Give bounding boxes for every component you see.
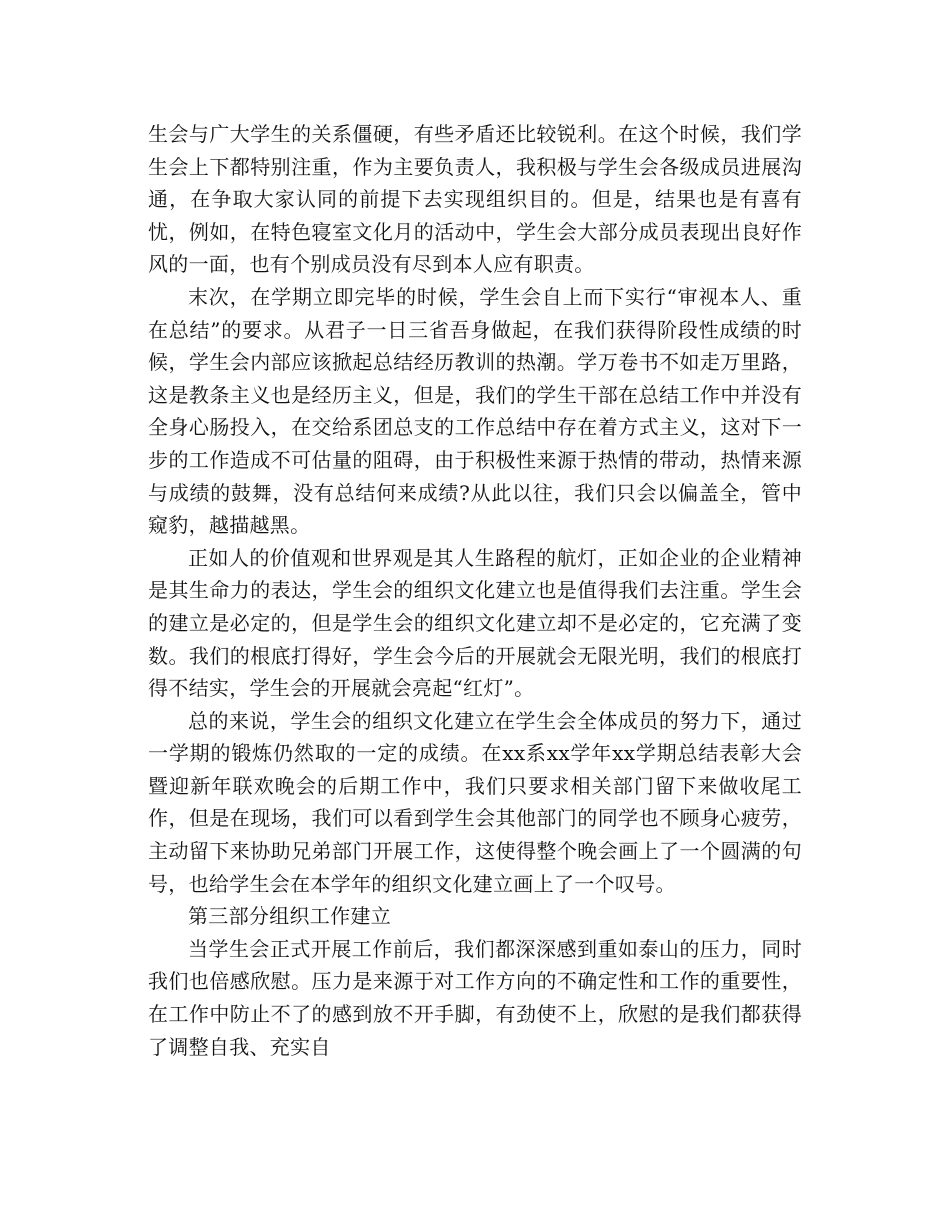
paragraph-4: 总的来说，学生会的组织文化建立在学生会全体成员的努力下，通过一学期的锻炼仍然取的一定的成绩。在xx系xx学年xx学期总结表彰大会暨迎新年联欢晚会的后期工作中，我们只要求相关部门留下来做收尾工作，但是在现场，我们可以看到学生会其他部门的同学也不顾身心疲劳，主动留下来协助兄弟部门开展工作，这使得整个晚会画上了一个圆满的句号，也给学生会在本学年的组织文化建立画上了一个叹号。 [148,708,802,896]
paragraph-1: 生会与广大学生的关系僵硬，有些矛盾还比较锐利。在这个时候，我们学生会上下都特别注重，作为主要负责人，我积极与学生会各级成员进展沟通，在争取大家认同的前提下去实现组织目的。但是，结果也是有喜有忧，例如，在特色寝室文化月的活动中，学生会大部分成员表现出良好作风的一面，也有个别成员没有尽到本人应有职责。 [148,122,802,277]
paragraph-2: 末次，在学期立即完毕的时候，学生会自上而下实行“审视本人、重在总结”的要求。从君子一日三省吾身做起，在我们获得阶段性成绩的时候，学生会内部应该掀起总结经历教训的热潮。学万卷书不如走万里路，这是教条主义也是经历主义，但是，我们的学生干部在总结工作中并没有全身心肠投入，在交给系团总支的工作总结中存在着方式主义，这对下一步的工作造成不可估量的阻碍，由于积极性来源于热情的带动，热情来源与成绩的鼓舞，没有总结何来成绩?从此以往，我们只会以偏盖全，管中窥豹，越描越黑。 [148,284,802,538]
section-heading: 第三部分组织工作建立 [188,904,391,929]
paragraph-3: 正如人的价值观和世界观是其人生路程的航灯，正如企业的企业精神是其生命力的表达，学生会的组织文化建立也是值得我们去注重。学生会的建立是必定的，但是学生会的组织文化建立却不是必定的，它充满了变数。我们的根底打得好，学生会今后的开展就会无限光明，我们的根底打得不结实，学生会的开展就会亮起“红灯”。 [148,545,802,701]
document-page [148,118,802,1063]
paragraph-5: 当学生会正式开展工作前后，我们都深深感到重如泰山的压力，同时我们也倍感欣慰。压力是来源于对工作方向的不确定性和工作的重要性，在工作中防止不了的感到放不开手脚，有劲使不上，欣慰的是我们都获得了调整自我、充实自 [148,936,802,1059]
